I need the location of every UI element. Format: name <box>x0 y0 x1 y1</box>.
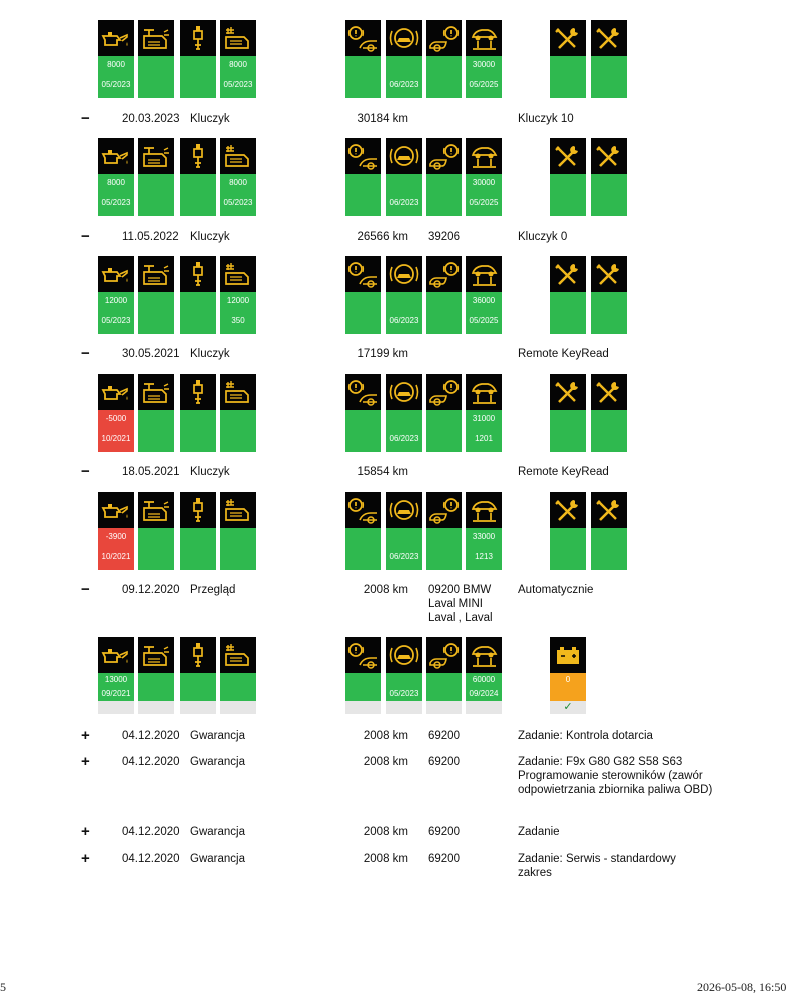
entry-type: Kluczyk <box>190 348 230 360</box>
brake-fluid-icon <box>138 492 174 528</box>
spark-plug-icon <box>180 637 216 673</box>
tile-remaining-value: 0 <box>565 675 571 684</box>
service-tile <box>220 256 256 334</box>
service-tile <box>220 492 256 570</box>
service-tile <box>345 492 381 570</box>
disc-brake-icon <box>386 374 422 410</box>
spark-plug-icon <box>180 138 216 174</box>
expand-icon[interactable]: + <box>81 823 90 840</box>
oil-can-icon <box>98 20 134 56</box>
service-tile <box>386 492 422 570</box>
service-tile <box>345 20 381 98</box>
service-tile <box>220 637 256 701</box>
tile-remaining-value: 12000 <box>104 296 128 305</box>
entry-mileage: 2008 km <box>363 730 408 742</box>
service-tile <box>345 374 381 452</box>
entry-mileage: 2008 km <box>363 756 408 768</box>
tile-remaining-value: 12000 <box>226 296 250 305</box>
entry-description: Zadanie: Kontrola dotarcia <box>518 730 653 742</box>
brake-fluid-icon <box>138 637 174 673</box>
service-tile <box>138 637 174 701</box>
service-tile <box>550 637 586 713</box>
entry-date: 04.12.2020 <box>122 853 180 865</box>
vehicle-check-icon <box>466 256 502 292</box>
filter-icon <box>220 637 256 673</box>
print-timestamp: 2026-05-08, 16:50 <box>697 980 787 994</box>
service-tile <box>180 374 216 452</box>
spark-plug-icon <box>180 492 216 528</box>
oil-can-icon <box>98 256 134 292</box>
tile-status-strip <box>466 701 502 714</box>
service-tile <box>386 374 422 452</box>
service-tile <box>180 492 216 570</box>
tools-icon <box>591 20 627 56</box>
tools-icon <box>550 138 586 174</box>
service-tile <box>220 374 256 452</box>
tile-status-strip <box>180 701 216 714</box>
spark-plug-icon <box>180 374 216 410</box>
vehicle-check-icon <box>466 492 502 528</box>
oil-can-icon <box>98 374 134 410</box>
tools-icon <box>550 374 586 410</box>
tile-status-strip <box>98 701 134 714</box>
service-tile <box>466 374 502 452</box>
entry-dealer-code: 69200 <box>428 853 460 865</box>
entry-dealer-code: 69200 <box>428 730 460 742</box>
tile-due-value: 06/2023 <box>389 552 419 561</box>
service-tile <box>138 374 174 452</box>
tile-due-value: 05/2023 <box>223 198 253 207</box>
entry-type: Gwarancja <box>190 756 245 768</box>
service-tile <box>591 20 627 98</box>
tile-due-value: 06/2023 <box>389 198 419 207</box>
tools-icon <box>550 492 586 528</box>
entry-date: 09.12.2020 <box>122 584 180 596</box>
service-tile <box>98 256 134 334</box>
entry-description: Kluczyk 10 <box>518 113 574 125</box>
tile-remaining-value: 33000 <box>472 532 496 541</box>
service-tile <box>466 256 502 334</box>
tile-status-strip <box>345 701 381 714</box>
brake-fluid-icon <box>138 256 174 292</box>
vehicle-check-icon <box>466 20 502 56</box>
service-tile <box>386 138 422 216</box>
service-tile <box>180 637 216 701</box>
tile-remaining-value: 8000 <box>229 60 247 69</box>
service-tile <box>466 637 502 701</box>
disc-brake-icon <box>386 492 422 528</box>
front-brake-icon <box>345 138 381 174</box>
service-tile <box>550 256 586 334</box>
rear-brake-icon <box>426 374 462 410</box>
tile-due-value: 09/2024 <box>469 689 499 698</box>
tile-due-value: 06/2023 <box>389 80 419 89</box>
disc-brake-icon <box>386 20 422 56</box>
service-tile <box>426 20 462 98</box>
entry-description: Zadanie: F9x G80 G82 S58 S63 Programowanie sterowników (zawór odpowietrzania zbiornika paliwa OBD) <box>518 756 713 796</box>
entry-description: Kluczyk 0 <box>518 231 568 243</box>
entry-description: Zadanie: Serwis - standardowy zakres <box>518 853 676 879</box>
entry-type: Kluczyk <box>190 466 230 478</box>
tile-remaining-value: 30000 <box>472 178 496 187</box>
entry-type: Kluczyk <box>190 113 230 125</box>
tools-icon <box>550 20 586 56</box>
entry-date: 04.12.2020 <box>122 826 180 838</box>
tile-due-value: 05/2023 <box>223 80 253 89</box>
entry-date: 20.03.2023 <box>122 113 180 125</box>
service-tile <box>591 138 627 216</box>
tools-icon <box>591 138 627 174</box>
service-tile <box>98 637 134 701</box>
tile-remaining-value: 31000 <box>472 414 496 423</box>
tile-remaining-value: -3900 <box>105 532 127 541</box>
tile-due-value: 05/2023 <box>389 689 419 698</box>
front-brake-icon <box>345 256 381 292</box>
service-tile <box>386 256 422 334</box>
tools-icon <box>591 374 627 410</box>
tile-due-value: 1201 <box>475 434 493 443</box>
tile-due-value: 05/2025 <box>469 198 499 207</box>
entry-type: Przegląd <box>190 584 236 596</box>
rear-brake-icon <box>426 492 462 528</box>
service-tile <box>466 20 502 98</box>
filter-icon <box>220 374 256 410</box>
expand-icon[interactable]: + <box>81 850 90 867</box>
entry-dealer-code: 09200 BMW Laval MINI Laval , Laval <box>428 584 493 624</box>
tile-due-value: 10/2021 <box>101 434 131 443</box>
collapse-icon[interactable]: − <box>81 581 90 598</box>
oil-can-icon <box>98 637 134 673</box>
entry-description: Remote KeyRead <box>518 348 609 360</box>
collapse-icon[interactable]: − <box>81 463 90 480</box>
vehicle-check-icon <box>466 637 502 673</box>
entry-dealer-code: 39206 <box>428 231 460 243</box>
disc-brake-icon <box>386 138 422 174</box>
entry-date: 30.05.2021 <box>122 348 180 360</box>
entry-mileage: 15854 km <box>357 466 408 478</box>
tile-due-value: 05/2025 <box>469 80 499 89</box>
front-brake-icon <box>345 20 381 56</box>
entry-type: Gwarancja <box>190 853 245 865</box>
service-tile <box>466 138 502 216</box>
service-tile <box>98 138 134 216</box>
entry-mileage: 17199 km <box>357 348 408 360</box>
service-tile <box>220 138 256 216</box>
page-number: 5 <box>0 980 6 994</box>
entry-mileage: 2008 km <box>363 853 408 865</box>
service-tile <box>345 256 381 334</box>
tools-icon <box>591 492 627 528</box>
tile-remaining-value: 60000 <box>472 675 496 684</box>
service-tile <box>591 256 627 334</box>
check-icon: ✓ <box>550 701 586 714</box>
collapse-icon[interactable]: − <box>81 110 90 127</box>
service-tile <box>98 20 134 98</box>
rear-brake-icon <box>426 637 462 673</box>
entry-dealer-code: 69200 <box>428 756 460 768</box>
service-tile <box>550 374 586 452</box>
entry-type: Kluczyk <box>190 231 230 243</box>
service-tile <box>591 492 627 570</box>
entry-date: 11.05.2022 <box>122 231 179 243</box>
entry-type: Gwarancja <box>190 826 245 838</box>
service-tile <box>220 20 256 98</box>
collapse-icon[interactable]: − <box>81 228 90 245</box>
service-tile <box>138 138 174 216</box>
brake-fluid-icon <box>138 138 174 174</box>
service-tile <box>98 374 134 452</box>
service-tile <box>426 256 462 334</box>
tile-due-value: 06/2023 <box>389 316 419 325</box>
tile-remaining-value: 13000 <box>104 675 128 684</box>
service-tile <box>386 20 422 98</box>
filter-icon <box>220 138 256 174</box>
entry-date: 04.12.2020 <box>122 756 180 768</box>
rear-brake-icon <box>426 138 462 174</box>
tile-remaining-value: 36000 <box>472 296 496 305</box>
service-tile <box>386 637 422 701</box>
entry-description: Automatycznie <box>518 584 594 596</box>
service-tile <box>345 138 381 216</box>
spark-plug-icon <box>180 256 216 292</box>
service-tile <box>426 138 462 216</box>
expand-icon[interactable]: + <box>81 727 90 744</box>
tile-due-value: 05/2023 <box>101 80 131 89</box>
service-tile <box>180 256 216 334</box>
service-tile <box>550 20 586 98</box>
tile-due-value: 1213 <box>475 552 493 561</box>
entry-date: 18.05.2021 <box>122 466 180 478</box>
service-tile <box>426 492 462 570</box>
tile-status-strip <box>138 701 174 714</box>
tile-due-value: 05/2023 <box>101 316 131 325</box>
tile-status-strip <box>386 701 422 714</box>
tile-remaining-value: 8000 <box>229 178 247 187</box>
brake-fluid-icon <box>138 20 174 56</box>
entry-mileage: 26566 km <box>357 231 408 243</box>
service-tile <box>426 637 462 701</box>
tile-status-strip <box>220 701 256 714</box>
entry-description: Zadanie <box>518 826 560 838</box>
filter-icon <box>220 492 256 528</box>
entry-mileage: 2008 km <box>363 584 408 596</box>
oil-can-icon <box>98 138 134 174</box>
entry-description: Remote KeyRead <box>518 466 609 478</box>
tile-remaining-value: -5000 <box>105 414 127 423</box>
service-tile <box>466 492 502 570</box>
service-tile <box>591 374 627 452</box>
tools-icon <box>591 256 627 292</box>
collapse-icon[interactable]: − <box>81 345 90 362</box>
vehicle-check-icon <box>466 138 502 174</box>
tools-icon <box>550 256 586 292</box>
tile-due-value: 10/2021 <box>101 552 131 561</box>
front-brake-icon <box>345 492 381 528</box>
tile-due-value: 05/2023 <box>101 198 131 207</box>
service-tile <box>138 492 174 570</box>
expand-icon[interactable]: + <box>81 753 90 770</box>
service-tile <box>180 20 216 98</box>
service-tile <box>426 374 462 452</box>
tile-due-value: 05/2025 <box>469 316 499 325</box>
filter-icon <box>220 256 256 292</box>
tile-remaining-value: 8000 <box>107 178 125 187</box>
filter-icon <box>220 20 256 56</box>
entry-date: 04.12.2020 <box>122 730 180 742</box>
tile-remaining-value: 30000 <box>472 60 496 69</box>
rear-brake-icon <box>426 256 462 292</box>
service-tile <box>345 637 381 701</box>
tile-due-value: 06/2023 <box>389 434 419 443</box>
rear-brake-icon <box>426 20 462 56</box>
brake-fluid-icon <box>138 374 174 410</box>
front-brake-icon <box>345 374 381 410</box>
tile-status-strip <box>426 701 462 714</box>
disc-brake-icon <box>386 637 422 673</box>
service-tile <box>138 20 174 98</box>
entry-mileage: 2008 km <box>363 826 408 838</box>
service-tile <box>550 492 586 570</box>
entry-dealer-code: 69200 <box>428 826 460 838</box>
battery-icon <box>550 637 586 673</box>
service-tile <box>98 492 134 570</box>
service-tile <box>180 138 216 216</box>
oil-can-icon <box>98 492 134 528</box>
front-brake-icon <box>345 637 381 673</box>
vehicle-check-icon <box>466 374 502 410</box>
tile-due-value: 350 <box>231 316 245 325</box>
disc-brake-icon <box>386 256 422 292</box>
service-tile <box>138 256 174 334</box>
entry-mileage: 30184 km <box>357 113 408 125</box>
service-tile <box>550 138 586 216</box>
entry-type: Gwarancja <box>190 730 245 742</box>
tile-due-value: 09/2021 <box>101 689 131 698</box>
spark-plug-icon <box>180 20 216 56</box>
tile-remaining-value: 8000 <box>107 60 125 69</box>
